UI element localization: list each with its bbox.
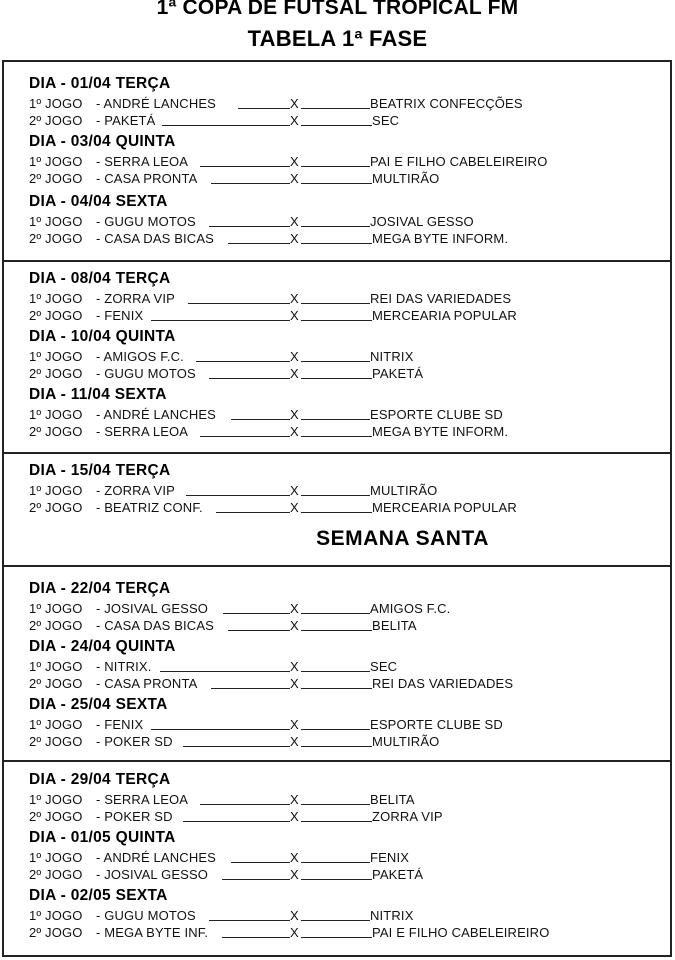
match-line <box>301 879 372 880</box>
home-team: - FENIX <box>96 308 144 323</box>
day-heading: DIA - 04/04 SEXTA <box>29 193 168 210</box>
game-number-label: 1º JOGO <box>29 717 83 732</box>
match-line <box>301 630 372 631</box>
match-line <box>200 804 290 805</box>
versus-mark: X <box>290 231 299 246</box>
versus-mark: X <box>290 366 299 381</box>
home-team: - NITRIX. <box>96 659 152 674</box>
match-line <box>196 361 290 362</box>
match-line <box>301 688 372 689</box>
game-row <box>29 850 669 866</box>
game-row <box>29 734 669 750</box>
game-row <box>29 291 669 307</box>
game-row <box>29 717 669 733</box>
section-divider <box>2 760 672 762</box>
away-team: MEGA BYTE INFORM. <box>372 231 509 246</box>
game-row <box>29 618 669 634</box>
game-row <box>29 908 669 924</box>
match-line <box>301 729 370 730</box>
match-line <box>160 671 290 672</box>
match-line <box>301 226 370 227</box>
game-number-label: 2º JOGO <box>29 676 83 691</box>
game-row <box>29 214 669 230</box>
away-team: PAI E FILHO CABELEIREIRO <box>372 925 550 940</box>
game-number-label: 1º JOGO <box>29 154 83 169</box>
game-row <box>29 308 669 324</box>
away-team: MERCEARIA POPULAR <box>372 308 517 323</box>
match-line <box>301 419 370 420</box>
day-heading: DIA - 25/04 SEXTA <box>29 696 168 713</box>
game-number-label: 2º JOGO <box>29 867 83 882</box>
versus-mark: X <box>290 717 299 732</box>
game-row <box>29 349 669 365</box>
away-team: BELITA <box>372 618 417 633</box>
away-team: MULTIRÃO <box>372 171 440 186</box>
match-line <box>216 512 290 513</box>
game-number-label: 1º JOGO <box>29 214 83 229</box>
match-line <box>301 671 370 672</box>
game-number-label: 2º JOGO <box>29 231 83 246</box>
versus-mark: X <box>290 291 299 306</box>
match-line <box>301 804 370 805</box>
game-row <box>29 96 669 112</box>
match-line <box>200 436 290 437</box>
game-row <box>29 867 669 883</box>
home-team: - AMIGOS F.C. <box>96 349 184 364</box>
home-team: - ZORRA VIP <box>96 483 175 498</box>
home-team: - ANDRÉ LANCHES <box>96 850 216 865</box>
match-line <box>211 183 290 184</box>
match-line <box>209 378 290 379</box>
match-line <box>301 166 370 167</box>
away-team: NITRIX <box>370 908 414 923</box>
match-line <box>301 862 370 863</box>
away-team: PAI E FILHO CABELEIREIRO <box>370 154 548 169</box>
home-team: - ANDRÉ LANCHES <box>96 407 216 422</box>
game-row <box>29 792 669 808</box>
day-heading: DIA - 10/04 QUINTA <box>29 328 176 345</box>
game-number-label: 1º JOGO <box>29 908 83 923</box>
away-team: FENIX <box>370 850 410 865</box>
game-row <box>29 366 669 382</box>
versus-mark: X <box>290 867 299 882</box>
match-line <box>301 108 370 109</box>
match-line <box>228 243 290 244</box>
game-number-label: 2º JOGO <box>29 113 83 128</box>
away-team: AMIGOS F.C. <box>370 601 451 616</box>
versus-mark: X <box>290 407 299 422</box>
game-number-label: 1º JOGO <box>29 483 83 498</box>
day-heading: DIA - 11/04 SEXTA <box>29 386 167 403</box>
home-team: - SERRA LEOA <box>96 424 189 439</box>
match-line <box>222 879 290 880</box>
game-row <box>29 171 669 187</box>
game-number-label: 1º JOGO <box>29 792 83 807</box>
page-subtitle: TABELA 1ª FASE <box>247 26 428 51</box>
match-line <box>211 688 290 689</box>
home-team: - MEGA BYTE INF. <box>96 925 209 940</box>
game-number-label: 2º JOGO <box>29 500 83 515</box>
away-team: NITRIX <box>370 349 414 364</box>
away-team: PAKETÁ <box>372 867 424 882</box>
game-number-label: 1º JOGO <box>29 349 83 364</box>
match-line <box>301 303 370 304</box>
match-line <box>301 183 372 184</box>
match-line <box>301 125 372 126</box>
home-team: - PAKETÁ <box>96 113 156 128</box>
day-heading: DIA - 01/05 QUINTA <box>29 829 176 846</box>
away-team: MERCEARIA POPULAR <box>372 500 517 515</box>
home-team: - SERRA LEOA <box>96 154 189 169</box>
match-line <box>209 920 290 921</box>
versus-mark: X <box>290 618 299 633</box>
versus-mark: X <box>290 500 299 515</box>
match-line <box>151 729 290 730</box>
away-team: ZORRA VIP <box>372 809 443 824</box>
home-team: - SERRA LEOA <box>96 792 189 807</box>
game-number-label: 1º JOGO <box>29 601 83 616</box>
game-row <box>29 925 669 941</box>
match-line <box>301 920 370 921</box>
game-row <box>29 500 669 516</box>
match-line <box>301 320 372 321</box>
game-number-label: 1º JOGO <box>29 850 83 865</box>
away-team: SEC <box>370 659 398 674</box>
versus-mark: X <box>290 734 299 749</box>
home-team: - GUGU MOTOS <box>96 214 196 229</box>
versus-mark: X <box>290 308 299 323</box>
day-heading: DIA - 24/04 QUINTA <box>29 638 176 655</box>
match-line <box>188 303 290 304</box>
game-row <box>29 483 669 499</box>
home-team: - ZORRA VIP <box>96 291 175 306</box>
game-row <box>29 424 669 440</box>
away-team: BEATRIX CONFECÇÕES <box>370 96 523 111</box>
versus-mark: X <box>290 809 299 824</box>
versus-mark: X <box>290 601 299 616</box>
match-line <box>209 226 290 227</box>
match-line <box>301 613 370 614</box>
away-team: PAKETÁ <box>372 366 424 381</box>
match-line <box>200 166 290 167</box>
day-heading: DIA - 03/04 QUINTA <box>29 133 176 150</box>
section-divider <box>2 565 672 567</box>
home-team: - CASA DAS BICAS <box>96 231 214 246</box>
away-team: SEC <box>372 113 400 128</box>
page-title: 1ª COPA DE FUTSAL TROPICAL FM <box>156 0 519 19</box>
game-number-label: 2º JOGO <box>29 366 83 381</box>
home-team: - GUGU MOTOS <box>96 366 196 381</box>
home-team: - JOSIVAL GESSO <box>96 867 209 882</box>
away-team: ESPORTE CLUBE SD <box>370 407 503 422</box>
home-team: - POKER SD <box>96 809 173 824</box>
away-team: MULTIRÃO <box>372 734 440 749</box>
match-line <box>228 630 290 631</box>
game-row <box>29 659 669 675</box>
match-line <box>223 613 290 614</box>
versus-mark: X <box>290 676 299 691</box>
versus-mark: X <box>290 171 299 186</box>
game-number-label: 1º JOGO <box>29 659 83 674</box>
match-line <box>301 495 370 496</box>
versus-mark: X <box>290 659 299 674</box>
away-team: ESPORTE CLUBE SD <box>370 717 503 732</box>
game-number-label: 2º JOGO <box>29 171 83 186</box>
match-line <box>301 361 370 362</box>
day-heading: DIA - 29/04 TERÇA <box>29 771 171 788</box>
versus-mark: X <box>290 214 299 229</box>
home-team: - CASA DAS BICAS <box>96 618 214 633</box>
home-team: - ANDRÉ LANCHES <box>96 96 216 111</box>
semana-santa-banner: SEMANA SANTA <box>316 527 489 550</box>
versus-mark: X <box>290 483 299 498</box>
match-line <box>183 821 290 822</box>
versus-mark: X <box>290 96 299 111</box>
away-team: REI DAS VARIEDADES <box>372 676 514 691</box>
away-team: REI DAS VARIEDADES <box>370 291 512 306</box>
day-heading: DIA - 15/04 TERÇA <box>29 462 171 479</box>
versus-mark: X <box>290 424 299 439</box>
game-row <box>29 676 669 692</box>
game-row <box>29 231 669 247</box>
versus-mark: X <box>290 792 299 807</box>
day-heading: DIA - 02/05 SEXTA <box>29 887 168 904</box>
game-number-label: 2º JOGO <box>29 734 83 749</box>
match-line <box>301 937 372 938</box>
game-number-label: 1º JOGO <box>29 96 83 111</box>
home-team: - POKER SD <box>96 734 173 749</box>
day-heading: DIA - 01/04 TERÇA <box>29 75 171 92</box>
section-divider <box>2 452 672 454</box>
away-team: MULTIRÃO <box>370 483 438 498</box>
match-line <box>301 512 372 513</box>
home-team: - JOSIVAL GESSO <box>96 601 209 616</box>
game-number-label: 2º JOGO <box>29 925 83 940</box>
game-number-label: 1º JOGO <box>29 291 83 306</box>
game-number-label: 1º JOGO <box>29 407 83 422</box>
home-team: - CASA PRONTA <box>96 171 198 186</box>
game-row <box>29 154 669 170</box>
home-team: - BEATRIZ CONF. <box>96 500 203 515</box>
away-team: MEGA BYTE INFORM. <box>372 424 509 439</box>
away-team: BELITA <box>370 792 415 807</box>
game-row <box>29 407 669 423</box>
versus-mark: X <box>290 850 299 865</box>
match-line <box>301 378 372 379</box>
match-line <box>238 108 290 109</box>
game-number-label: 2º JOGO <box>29 424 83 439</box>
match-line <box>183 746 290 747</box>
versus-mark: X <box>290 349 299 364</box>
versus-mark: X <box>290 154 299 169</box>
versus-mark: X <box>290 925 299 940</box>
match-line <box>231 862 290 863</box>
home-team: - GUGU MOTOS <box>96 908 196 923</box>
versus-mark: X <box>290 908 299 923</box>
day-heading: DIA - 08/04 TERÇA <box>29 270 171 287</box>
away-team: JOSIVAL GESSO <box>370 214 474 229</box>
match-line <box>301 746 372 747</box>
match-line <box>151 320 290 321</box>
section-divider <box>2 260 672 262</box>
game-row <box>29 113 669 129</box>
game-row <box>29 601 669 617</box>
game-number-label: 2º JOGO <box>29 809 83 824</box>
game-number-label: 2º JOGO <box>29 618 83 633</box>
home-team: - FENIX <box>96 717 144 732</box>
game-row <box>29 809 669 825</box>
day-heading: DIA - 22/04 TERÇA <box>29 580 171 597</box>
match-line <box>222 937 290 938</box>
versus-mark: X <box>290 113 299 128</box>
match-line <box>231 419 290 420</box>
match-line <box>162 125 290 126</box>
match-line <box>301 243 372 244</box>
game-number-label: 2º JOGO <box>29 308 83 323</box>
match-line <box>186 495 290 496</box>
match-line <box>301 436 372 437</box>
home-team: - CASA PRONTA <box>96 676 198 691</box>
match-line <box>301 821 372 822</box>
